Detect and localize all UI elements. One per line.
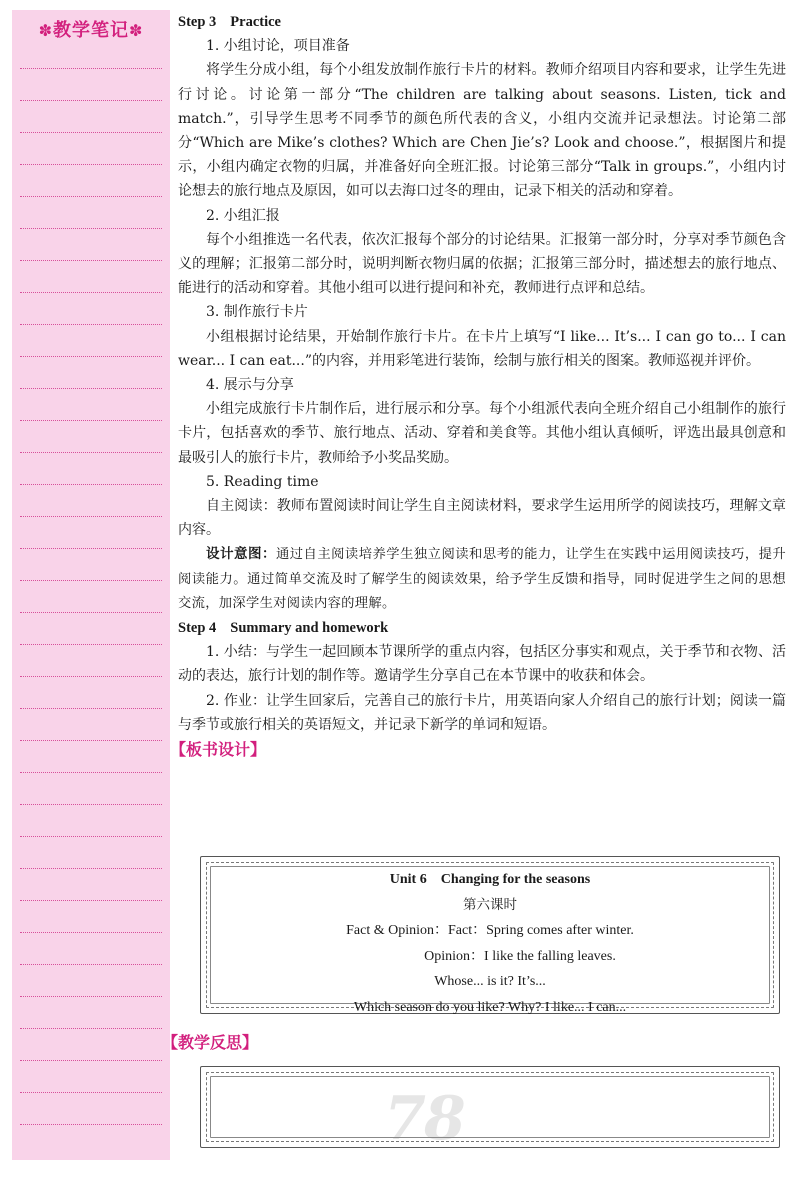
notes-column <box>12 10 170 1160</box>
board-content <box>201 867 779 1020</box>
board-line-fact: Fact & Opinion：Fact：Spring comes after winter. <box>346 923 634 938</box>
step3-item3-title: 3. 制作旅行卡片 <box>206 304 308 321</box>
note-line <box>20 356 162 357</box>
note-line <box>20 196 162 197</box>
reflection-box <box>200 1066 780 1148</box>
notes-title-text: 教学笔记 <box>53 20 129 41</box>
step3-title: Practice <box>230 14 281 30</box>
step3-item1-title: 1. 小组讨论，项目准备 <box>206 38 350 55</box>
step4-title: Summary and homework <box>230 620 389 637</box>
note-line <box>20 164 162 165</box>
flower-icon: ✽ <box>129 21 144 40</box>
design-intent <box>178 542 786 616</box>
step3-heading <box>178 10 786 34</box>
note-line <box>20 644 162 645</box>
step3-item5-text: 自主阅读：教师布置阅读时间让学生自主阅读材料，要求学生运用所学的阅读技巧，理解文章内容。 <box>178 498 786 539</box>
board-title <box>201 867 779 893</box>
step4-item2-text: 2. 作业：让学生回家后，完善自己的旅行卡片，用英语向家人介绍自己的旅行计划；阅读一篇与季节或旅行相关的英语短文，并记录下新学的单词和短语。 <box>178 692 786 733</box>
note-line <box>20 708 162 709</box>
note-line <box>20 292 162 293</box>
note-line <box>20 484 162 485</box>
note-line <box>20 132 162 133</box>
board-line-whose: Whose... is it? It’s... <box>434 974 546 989</box>
step4-label: Step 4 <box>178 620 217 637</box>
note-line <box>20 100 162 101</box>
note-line <box>20 612 162 613</box>
step3-item4-text: 小组完成旅行卡片制作后，进行展示和分享。每个小组派代表向全班介绍自己小组制作的旅行卡片，包括喜欢的季节、旅行地点、活动、穿着和美食等。其他小组认真倾听，评选出最具创意和最吸引人的旅行卡片，教师给予小奖品奖励。 <box>178 401 786 466</box>
note-line <box>20 516 162 517</box>
note-line <box>20 548 162 549</box>
note-line <box>20 388 162 389</box>
board-line-season: Which season do you like? Why? I like... I can... <box>353 999 627 1015</box>
note-line <box>20 1028 162 1029</box>
board-line-opinion: Opinion：I like the falling leaves. <box>424 948 616 964</box>
board-unit-title: Changing for the seasons <box>440 872 591 887</box>
note-line <box>20 580 162 581</box>
step3-item1-text: 将学生分成小组，每个小组发放制作旅行卡片的材料。教师介绍项目内容和要求，让学生先进行讨论。讨论第一部分“The children are talking about seasons. Listen, tick and match.”，引导学生思考不同季节的颜色所代表的含义，小组内交流并记录想法。讨论第二部分“Which are Mike’s clothes? Which are Chen Jie’s? Look and choose.”，根据图片和提示，小组内确定衣物的归属，并准备好向全班汇报。讨论第三部分“Talk in groups.”，小组内讨论想去的旅行地点及原因，如可以去海口过冬的理由，记录下相关的活动和穿着。 <box>178 62 786 200</box>
note-line <box>20 452 162 453</box>
note-line <box>20 324 162 325</box>
note-line <box>20 68 162 69</box>
step3-item4-title: 4. 展示与分享 <box>206 377 294 394</box>
step4-item1-text: 1. 小结：与学生一起回顾本节课所学的重点内容，包括区分事实和观点，关于季节和衣物、活动的表达，旅行计划的制作等。邀请学生分享自己在本节课中的收获和体会。 <box>178 644 786 685</box>
board-unit: Unit 6 <box>389 872 427 887</box>
design-intent-text: 通过自主阅读培养学生独立阅读和思考的能力，让学生在实践中运用阅读技巧，提升阅读能力。通过简单交流及时了解学生的阅读效果，给予学生反馈和指导，同时促进学生之间的思想交流，加深学生对阅读内容的理解。 <box>178 547 786 611</box>
note-line <box>20 740 162 741</box>
step3-item5-title: 5. Reading time <box>206 473 319 490</box>
board-design-box <box>200 856 780 1014</box>
step3-item3-text: 小组根据讨论结果，开始制作旅行卡片。在卡片上填写“I like... It’s... I can go to... I can wear... I can eat...”的内容，并用彩笔进行装饰，绘制与旅行相关的图案。教师巡视并评价。 <box>178 328 786 369</box>
note-line <box>20 228 162 229</box>
note-line <box>20 420 162 421</box>
step3-item2-title: 2. 小组汇报 <box>206 207 280 224</box>
notes-title <box>12 16 170 42</box>
note-line <box>20 836 162 837</box>
note-line <box>20 260 162 261</box>
page-number: 78 <box>384 1084 464 1154</box>
step4-heading <box>178 616 786 640</box>
step3-item2-text: 每个小组推选一名代表，依次汇报每个部分的讨论结果。汇报第一部分时，分享对季节颜色含义的理解；汇报第二部分时，说明判断衣物归属的依据；汇报第三部分时，描述想去的旅行地点、能进行的活动和穿着。其他小组可以进行提问和补充，教师进行点评和总结。 <box>178 231 786 297</box>
note-line <box>20 996 162 997</box>
note-line <box>20 1124 162 1125</box>
note-line <box>20 804 162 805</box>
note-line <box>20 868 162 869</box>
reflection-section-label: 【教学反思】 <box>162 1033 259 1052</box>
note-line <box>20 676 162 677</box>
note-line <box>20 1060 162 1061</box>
note-line <box>20 772 162 773</box>
main-content <box>170 10 786 763</box>
note-line <box>20 900 162 901</box>
design-intent-label: 设计意图： <box>206 546 276 563</box>
board-section-label: 【板书设计】 <box>170 740 267 760</box>
note-line <box>20 964 162 965</box>
step3-label: Step 3 <box>178 14 217 30</box>
board-lesson: 第六课时 <box>463 896 517 913</box>
note-line <box>20 1092 162 1093</box>
flower-icon: ✽ <box>38 21 53 40</box>
note-line <box>20 932 162 933</box>
